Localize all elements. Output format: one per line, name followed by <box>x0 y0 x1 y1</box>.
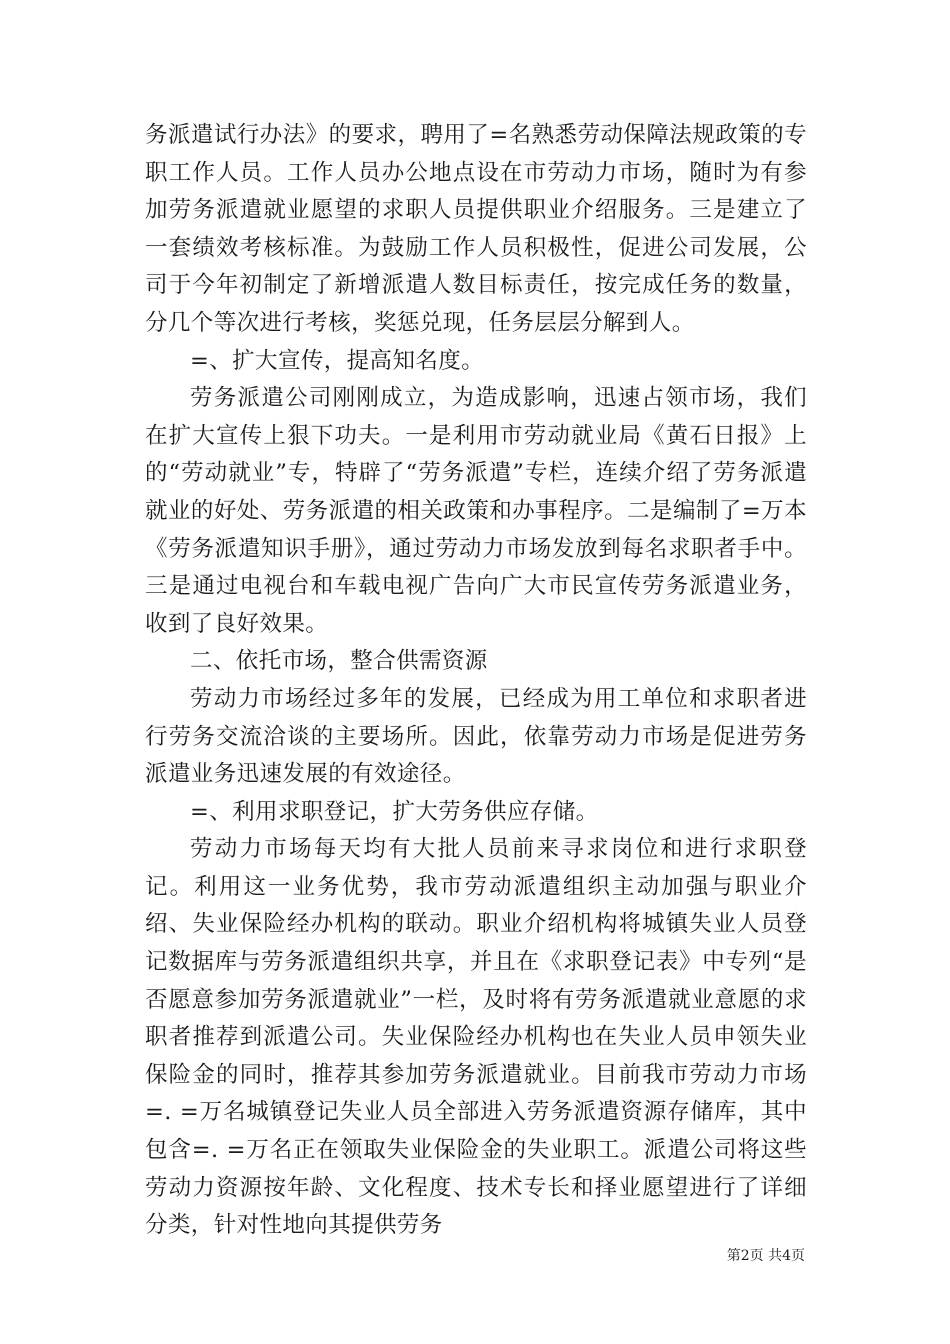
footer-total-pages: 4 <box>782 1248 791 1264</box>
paragraph-labor-market: 劳动力市场经过多年的发展，已经成为用工单位和求职者进行劳务交流洽谈的主要场所。因此，依靠劳动力市场是促进劳务派遣业务迅速发展的有效途径。 <box>145 685 807 788</box>
paragraph-continuation: 务派遣试行办法》的要求，聘用了=名熟悉劳动保障法规政策的专职工作人员。工作人员办公地点设在市劳动力市场，随时为有参加劳务派遣就业愿望的求职人员提供职业介绍服务。三是建立了一套绩效考核标准。为鼓励工作人员积极性，促进公司发展，公司于今年初制定了新增派遣人数目标责任，按完成任务的数量，分几个等次进行考核，奖惩兑现，任务层层分解到人。 <box>145 122 807 336</box>
footer-prefix: 第 <box>726 1248 741 1264</box>
document-body <box>145 117 807 1245</box>
footer-current-page: 2 <box>740 1248 750 1264</box>
page-number-footer <box>727 1245 805 1265</box>
heading-expand-publicity: =、扩大宣传，提高知名度。 <box>190 347 485 374</box>
paragraph-job-registration: 劳动力市场每天均有大批人员前来寻求岗位和进行求职登记。利用这一业务优势，我市劳动派遣组织主动加强与职业介绍、失业保险经办机构的联动。职业介绍机构将城镇失业人员登记数据库与劳务派遣组织共享，并且在《求职登记表》中专列“是否愿意参加劳务派遣就业”一栏，及时将有劳务派遣就业意愿的求职者推荐到派遣公司。失业保险经办机构也在失业人员申领失业保险金的同时，推荐其参加劳务派遣就业。目前我市劳动力市场=. =万名城镇登记失业人员全部进入劳务派遣资源存储库，其中包含=. =万名正在领取失业保险金的失业职工。派遣公司将这些劳动力资源按年龄、文化程度、技术专长和择业愿望进行了详细分类，针对性地向其提供劳务 <box>145 836 807 1239</box>
paragraph-publicity: 劳务派遣公司刚刚成立，为造成影响，迅速占领市场，我们在扩大宣传上狠下功夫。一是利用市劳动就业局《黄石日报》上的“劳动就业”专，特辟了“劳务派遣”专栏，连续介绍了劳务派遣就业的好处、劳务派遣的相关政策和办事程序。二是编制了=万本《劳务派遣知识手册》，通过劳动力市场发放到每名求职者手中。三是通过电视台和车载电视广告向广大市民宣传劳务派遣业务，收到了良好效果。 <box>145 385 807 637</box>
footer-middle: 页 共 <box>749 1248 783 1264</box>
heading-rely-on-market: 二、依托市场，整合供需资源 <box>190 648 488 675</box>
heading-job-registration: =、利用求职登记，扩大劳务供应存储。 <box>190 798 599 825</box>
footer-suffix: 页 <box>791 1248 805 1264</box>
